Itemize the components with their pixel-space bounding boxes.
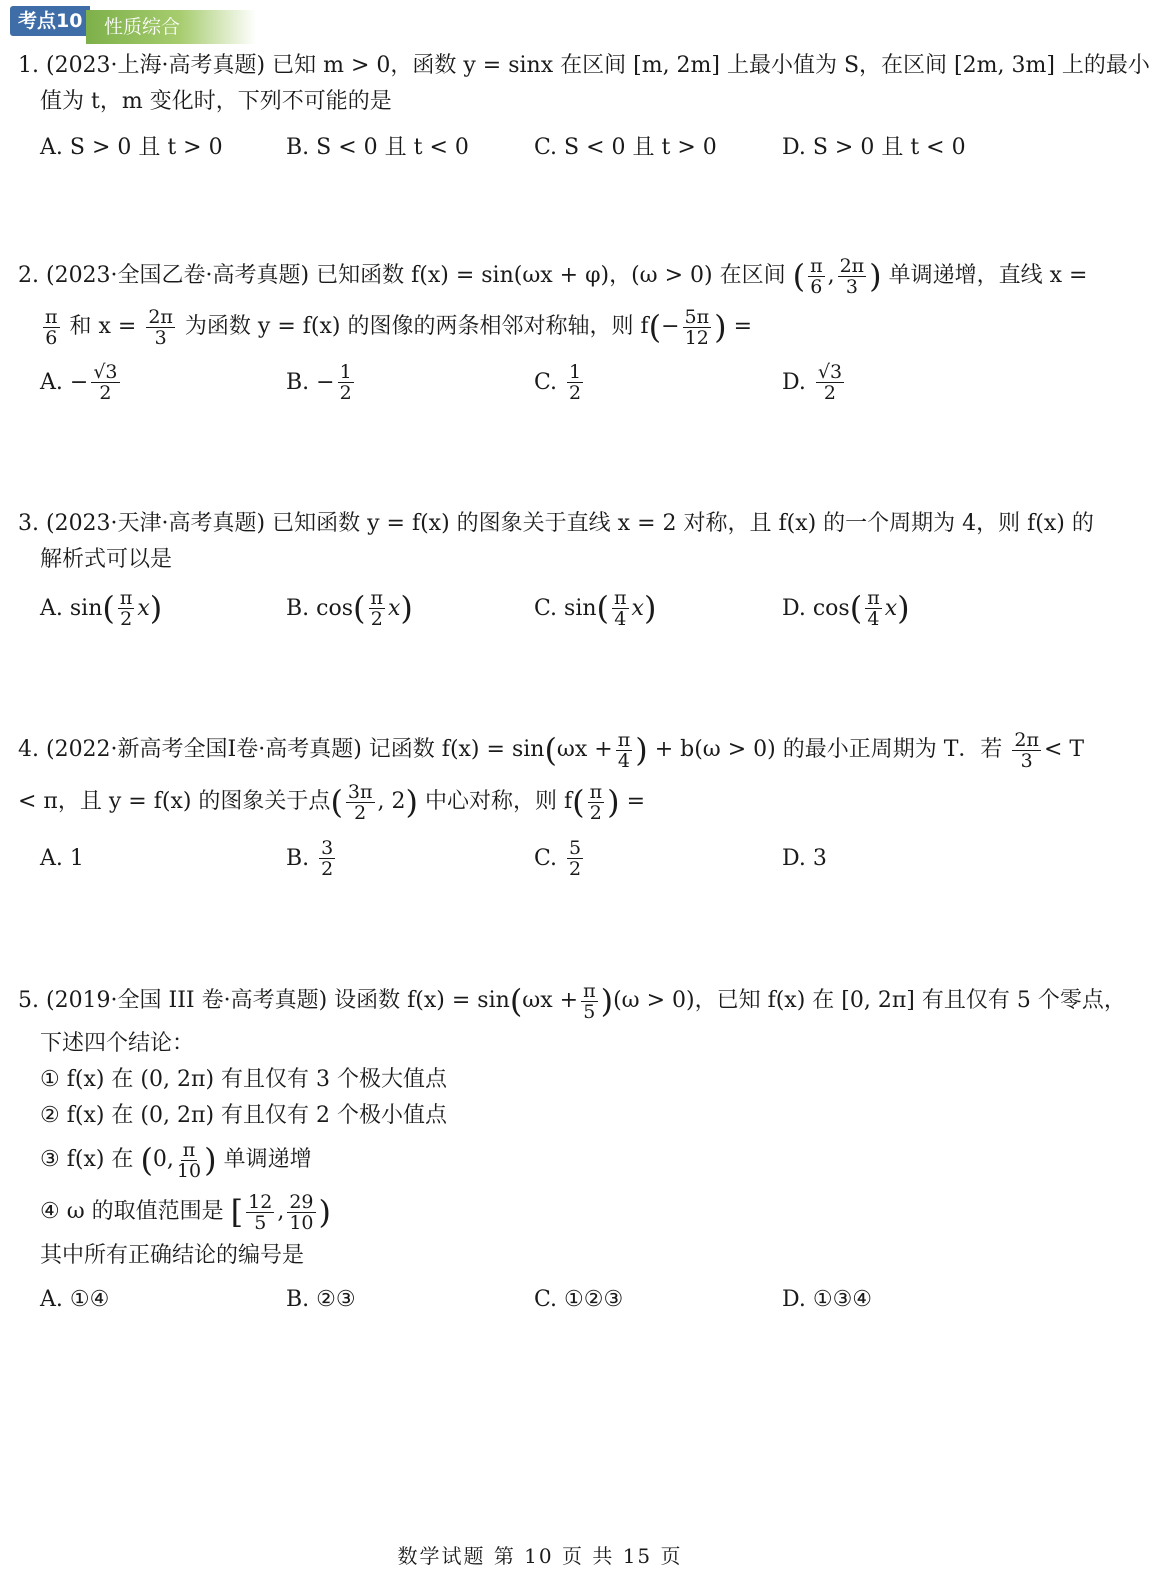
q3-stem-line2: 解析式可以是 (40, 547, 173, 572)
paren: ) (869, 257, 882, 295)
q5-option-a: A. ①④ (40, 1286, 110, 1312)
question-1 (18, 48, 1150, 170)
q3-options (18, 578, 1068, 638)
section-tag: 考点10 (10, 6, 90, 36)
q5-option-b: B. ②③ (286, 1286, 356, 1312)
q5-conclusion-3: ③ f(x) 在 (0, $\frac{\pi}{10}$ ) 单调递增 (40, 1138, 312, 1182)
q4-option-a: A. 1 (40, 845, 84, 871)
q2-option-d: D. $\frac{√3}{2}$ (782, 360, 843, 404)
q3-option-d: D. cos ( $\frac{\pi}{4}$ x ) (782, 586, 910, 630)
q1-option-a: A. S > 0 且 t > 0 (40, 134, 223, 160)
q5-conclusion-1: ① f(x) 在 (0, 2π) 有且仅有 3 个极大值点 (40, 1067, 448, 1092)
q2-option-b: B. − $\frac{1}{2}$ (286, 360, 352, 404)
q3-option-c: C. sin ( $\frac{\pi}{4}$ x ) (534, 586, 657, 630)
q2-text-post: 单调递增，直线 x = (888, 263, 1088, 288)
q2-text-mid: 为函数 y = f(x) 的图像的两条相邻对称轴，则 f (184, 314, 649, 339)
q4-options (18, 828, 1068, 888)
q5-option-d: D. ①③④ (782, 1286, 873, 1312)
q4-stem-line2: < π，且 y = f(x) 的图象关于点( $\frac{3\pi}{2}$ , 2) 中心对称，则 f( $\frac{\pi}{2}$ ) = (18, 780, 646, 824)
q3-stem-line1: 3. (2023·天津·高考真题) 已知函数 y = f(x) 的图象关于直线 x = 2 对称，且 f(x) 的一个周期为 4，则 f(x) 的 (18, 511, 1094, 536)
q2-option-c: C. $\frac{1}{2}$ (534, 360, 582, 404)
question-4 (18, 724, 1085, 888)
q2-stem-line2: $\frac{\pi}{6}$ 和 x = $\frac{2\pi}{3}$ 为函数 y = f(x) 的图像的两条相邻对称轴，则 f(− $\frac{5\pi}{12}$ ) = (45, 305, 753, 349)
fraction: $\frac{2\pi}{3}$ (839, 254, 865, 298)
q3-option-a: A. sin ( $\frac{\pi}{2}$ x ) (40, 586, 163, 630)
q4-option-d: D. 3 (782, 845, 827, 871)
q5-stem-last: 其中所有正确结论的编号是 (40, 1243, 305, 1268)
q1-stem-line2: 值为 t，m 变化时，下列不可能的是 (40, 89, 392, 114)
question-2 (18, 252, 1088, 410)
q5-option-c: C. ①②③ (534, 1286, 624, 1312)
q4-stem-line1: 4. (2022·新高考全国I卷·高考真题) 记函数 f(x) = sin(ωx + $\frac{\pi}{4}$ ) + b(ω > 0) 的最小正周期为 T．若 $\frac{2\pi}{3}$ < T (18, 728, 1085, 772)
q2-text-and: 和 x = (69, 314, 137, 339)
section-header (0, 0, 260, 44)
q5-conclusion-2: ② f(x) 在 (0, 2π) 有且仅有 2 个极小值点 (40, 1103, 448, 1128)
paren: ( (792, 257, 806, 295)
q1-option-c: C. S < 0 且 t > 0 (534, 134, 717, 160)
q5-stem-line1: 5. (2019·全国 III 卷·高考真题) 设函数 f(x) = sin(ωx + $\frac{\pi}{5}$ )(ω > 0)，已知 f(x) 在 [0, 2π] 有且仅有 5 个零点， (18, 979, 1126, 1023)
page-footer: 数学试题 第 10 页 共 15 页 (397, 1544, 683, 1568)
q4-option-b: B. $\frac{3}{2}$ (286, 836, 334, 880)
q1-stem-line1: 1. (2023·上海·高考真题) 已知 m > 0，函数 y = sinx 在区间 [m, 2m] 上最小值为 S，在区间 [2m, 3m] 上的最小 (18, 53, 1150, 78)
q2-options (18, 354, 1068, 410)
q1-option-b: B. S < 0 且 t < 0 (286, 134, 469, 160)
section-subtitle: 性质综合 (86, 10, 256, 44)
fraction: $\frac{\pi}{6}$ (45, 305, 58, 349)
q5-stem-line2: 下述四个结论： (40, 1031, 195, 1056)
fraction: $\frac{\pi}{6}$ (810, 254, 823, 298)
question-5 (18, 976, 1126, 1324)
q1-options (18, 120, 1068, 170)
q2-text-pre: 2. (2023·全国乙卷·高考真题) 已知函数 f(x) = sin(ωx + φ)，(ω > 0) 在区间 (18, 263, 786, 288)
q5-conclusion-4: ④ ω 的取值范围是 [ $\frac{12}{5}$ , $\frac{29}{10}$ ) (40, 1190, 331, 1234)
q1-option-d: D. S > 0 且 t < 0 (782, 134, 966, 160)
q4-option-c: C. $\frac{5}{2}$ (534, 836, 582, 880)
fraction: $\frac{5\pi}{12}$ (684, 305, 710, 349)
question-3 (18, 506, 1094, 638)
q2-stem-line1: 2. (2023·全国乙卷·高考真题) 已知函数 f(x) = sin(ωx + φ)，(ω > 0) 在区间 ( $\frac{\pi}{6}$ , $\frac{2\pi}{3}$ ) 单调递增，直线 x = (18, 254, 1088, 298)
q3-option-b: B. cos ( $\frac{\pi}{2}$ x ) (286, 586, 413, 630)
q2-option-a: A. − $\frac{√3}{2}$ (40, 360, 118, 404)
q5-options (18, 1274, 1068, 1324)
fraction: $\frac{2\pi}{3}$ (148, 305, 173, 349)
